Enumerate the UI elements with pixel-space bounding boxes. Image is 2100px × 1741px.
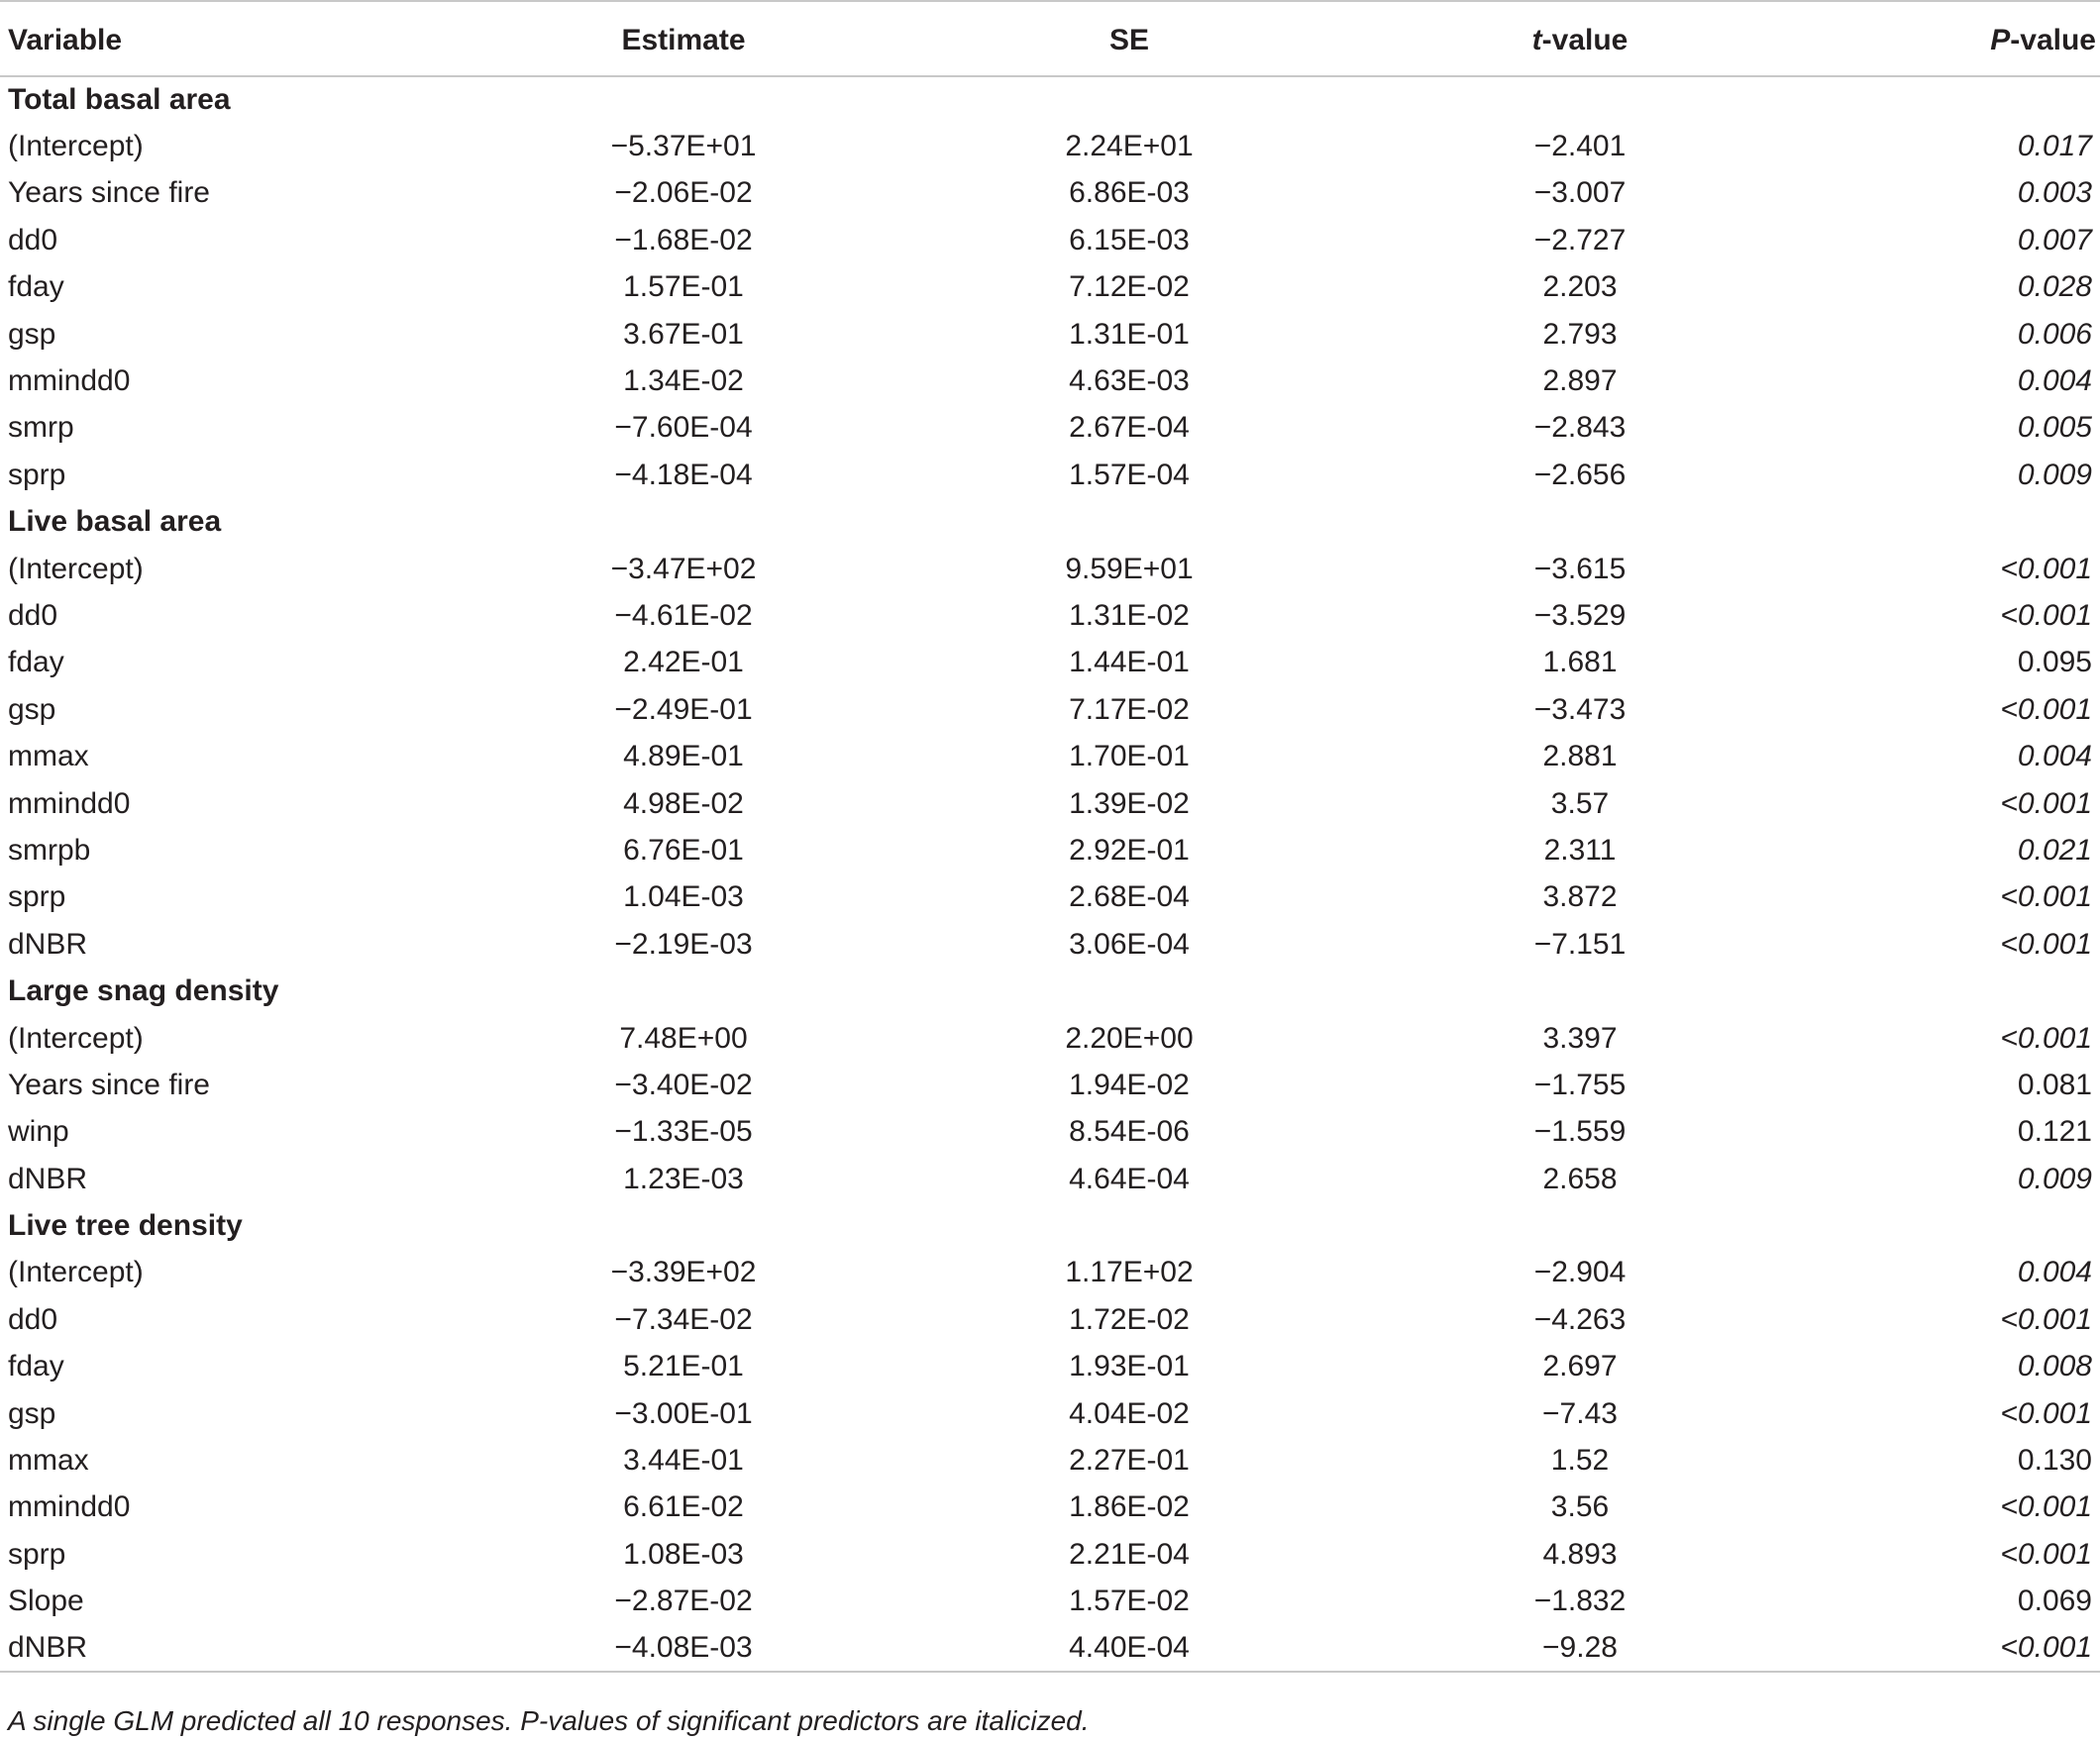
cell-se: 4.63E-03 (1069, 364, 1190, 398)
table-row (0, 1344, 2100, 1390)
cell-t-value: 4.893 (1542, 1537, 1618, 1571)
table-row (0, 874, 2100, 921)
table-row (0, 264, 2100, 311)
cell-variable: gsp (8, 317, 56, 351)
table-row (0, 452, 2100, 498)
cell-estimate: −3.39E+02 (610, 1256, 757, 1289)
cell-p-value: <0.001 (2000, 1396, 2092, 1430)
cell-se: 1.31E-01 (1069, 317, 1190, 351)
table-row (0, 1625, 2100, 1672)
header-se: SE (832, 1, 1426, 76)
cell-estimate: −5.37E+01 (610, 130, 757, 163)
cell-p-value: 0.004 (2017, 740, 2092, 773)
cell-p-value: 0.004 (2017, 1256, 2092, 1289)
cell-se: 2.21E-04 (1069, 1537, 1190, 1571)
table-row (0, 405, 2100, 452)
cell-se: 2.20E+00 (1065, 1021, 1194, 1055)
cell-variable: dNBR (0, 1625, 535, 1672)
cell-variable: sprp (8, 880, 66, 914)
table-header (0, 1, 2100, 76)
cell-t-value: 2.793 (1542, 317, 1618, 351)
table-footnote: A single GLM predicted all 10 responses. P-values of significant predictors are italicized. (8, 1705, 1090, 1736)
cell-variable: fday (8, 1350, 64, 1383)
cell-estimate: 5.21E-01 (623, 1350, 744, 1383)
group-header-row (0, 499, 2100, 546)
cell-p-value: 0.007 (2017, 223, 2092, 256)
cell-t-value: −3.473 (1533, 692, 1627, 726)
table-row (0, 170, 2100, 217)
cell-p-value: 0.006 (2017, 317, 2092, 351)
table-row (0, 686, 2100, 733)
cell-se: 2.27E-01 (1069, 1444, 1190, 1478)
cell-se: 1.17E+02 (1065, 1256, 1194, 1289)
cell-se: 6.86E-03 (1069, 176, 1190, 210)
table-row (0, 640, 2100, 686)
cell-se: 2.24E+01 (1065, 130, 1194, 163)
cell-se: 1.72E-02 (1069, 1302, 1190, 1336)
cell-p-value: 0.069 (2017, 1585, 2092, 1618)
cell-p-value: 0.008 (2017, 1350, 2092, 1383)
table-row (0, 827, 2100, 873)
cell-variable: smrpb (8, 833, 91, 867)
cell-t-value: 2.203 (1542, 270, 1618, 304)
table-row (0, 1485, 2100, 1531)
table-row (0, 546, 2100, 592)
cell-se: 7.17E-02 (1069, 692, 1190, 726)
cell-se: 4.04E-02 (1069, 1396, 1190, 1430)
cell-variable: dNBR (8, 927, 88, 961)
header-variable: Variable (0, 1, 535, 76)
table-row (0, 311, 2100, 358)
table-row (0, 358, 2100, 404)
cell-variable: sprp (8, 1537, 66, 1571)
cell-estimate: −4.61E-02 (614, 598, 753, 632)
cell-p-value: 0.130 (2017, 1444, 2092, 1478)
cell-se: 1.86E-02 (1069, 1490, 1190, 1524)
cell-variable: Slope (8, 1585, 84, 1618)
group-title: Total basal area (8, 83, 231, 117)
cell-t-value: 3.57 (1550, 786, 1610, 820)
cell-estimate: 3.67E-01 (623, 317, 744, 351)
cell-se: 1.57E-02 (1069, 1585, 1190, 1618)
cell-variable: dd0 (8, 1302, 58, 1336)
cell-p-value: 0.021 (2017, 833, 2092, 867)
table-body (0, 76, 2100, 1672)
header-t-letter: t (1531, 24, 1542, 56)
cell-estimate: −4.08E-03 (535, 1625, 832, 1672)
table-row (0, 733, 2100, 779)
cell-p-value: 0.003 (2017, 176, 2092, 210)
header-p-letter: P (1990, 24, 2011, 56)
cell-estimate: 6.61E-02 (623, 1490, 744, 1524)
group-title: Live basal area (8, 505, 222, 539)
cell-estimate: −2.87E-02 (614, 1585, 753, 1618)
cell-t-value: −2.904 (1533, 1256, 1627, 1289)
cell-variable: mmax (8, 1444, 89, 1478)
cell-p-value: 0.095 (2017, 646, 2092, 679)
cell-estimate: −4.18E-04 (614, 458, 753, 491)
cell-p-value: <0.001 (1733, 1625, 2100, 1672)
header-p-suffix: -value (2010, 24, 2096, 56)
cell-p-value: <0.001 (2000, 1302, 2092, 1336)
cell-estimate: 1.08E-03 (623, 1537, 744, 1571)
table-row (0, 1109, 2100, 1156)
cell-se: 1.44E-01 (1069, 646, 1190, 679)
cell-estimate: 7.48E+00 (619, 1021, 748, 1055)
cell-estimate: −7.34E-02 (614, 1302, 753, 1336)
cell-estimate: 1.04E-03 (623, 880, 744, 914)
cell-p-value: 0.121 (2017, 1115, 2092, 1149)
cell-p-value: 0.028 (2017, 270, 2092, 304)
cell-se: 3.06E-04 (1069, 927, 1190, 961)
group-title: Large snag density (8, 974, 279, 1008)
cell-t-value: 1.52 (1550, 1444, 1610, 1478)
cell-estimate: 1.34E-02 (623, 364, 744, 398)
group-header-row (0, 968, 2100, 1014)
cell-t-value: −7.43 (1542, 1396, 1618, 1430)
cell-t-value: −3.529 (1533, 598, 1627, 632)
cell-se: 4.40E-04 (832, 1625, 1426, 1672)
group-header-row (0, 1202, 2100, 1249)
cell-t-value: −9.28 (1426, 1625, 1733, 1672)
cell-se: 1.31E-02 (1069, 598, 1190, 632)
cell-t-value: −1.559 (1533, 1115, 1627, 1149)
cell-variable: Years since fire (8, 1068, 210, 1101)
cell-estimate: −2.19E-03 (614, 927, 753, 961)
table-row (0, 217, 2100, 263)
cell-p-value: <0.001 (2000, 786, 2092, 820)
cell-se: 9.59E+01 (1065, 552, 1194, 585)
cell-t-value: 2.697 (1542, 1350, 1618, 1383)
cell-variable: sprp (8, 458, 66, 491)
cell-estimate: −2.49E-01 (614, 692, 753, 726)
cell-variable: mmindd0 (8, 786, 131, 820)
table-row (0, 1062, 2100, 1108)
table-row (0, 1250, 2100, 1296)
cell-variable: fday (8, 646, 64, 679)
cell-p-value: <0.001 (2000, 1537, 2092, 1571)
cell-estimate: −7.60E-04 (614, 411, 753, 445)
table-row (0, 1015, 2100, 1062)
header-t-suffix: -value (1541, 24, 1628, 56)
cell-p-value: <0.001 (2000, 880, 2092, 914)
table-row (0, 1531, 2100, 1578)
cell-t-value: 1.681 (1542, 646, 1618, 679)
cell-estimate: −3.47E+02 (610, 552, 757, 585)
cell-p-value: 0.017 (2017, 130, 2092, 163)
cell-p-value: <0.001 (2000, 1490, 2092, 1524)
cell-se: 7.12E-02 (1069, 270, 1190, 304)
cell-p-value: <0.001 (2000, 552, 2092, 585)
cell-se: 2.67E-04 (1069, 411, 1190, 445)
cell-t-value: −4.263 (1533, 1302, 1627, 1336)
cell-p-value: 0.009 (2017, 1162, 2092, 1195)
cell-variable: (Intercept) (8, 1021, 144, 1055)
table-row (0, 1390, 2100, 1437)
cell-estimate: 1.23E-03 (623, 1162, 744, 1195)
cell-estimate: −3.00E-01 (614, 1396, 753, 1430)
cell-estimate: −1.33E-05 (614, 1115, 753, 1149)
cell-p-value: <0.001 (2000, 927, 2092, 961)
table-row (0, 780, 2100, 827)
cell-p-value: <0.001 (2000, 598, 2092, 632)
cell-t-value: −1.832 (1533, 1585, 1627, 1618)
cell-p-value: <0.001 (2000, 1021, 2092, 1055)
cell-t-value: −2.843 (1533, 411, 1627, 445)
cell-se: 1.70E-01 (1069, 740, 1190, 773)
cell-p-value: 0.009 (2017, 458, 2092, 491)
header-p-value (1733, 1, 2100, 76)
cell-t-value: −2.727 (1533, 223, 1627, 256)
cell-t-value: 3.397 (1542, 1021, 1618, 1055)
table-row (0, 592, 2100, 639)
cell-t-value: −7.151 (1533, 927, 1627, 961)
cell-t-value: 2.881 (1542, 740, 1618, 773)
cell-variable: dd0 (8, 598, 58, 632)
cell-p-value: 0.005 (2017, 411, 2092, 445)
cell-variable: Years since fire (8, 176, 210, 210)
cell-variable: gsp (8, 692, 56, 726)
cell-t-value: 3.56 (1550, 1490, 1610, 1524)
cell-se: 4.64E-04 (1069, 1162, 1190, 1195)
cell-estimate: 3.44E-01 (623, 1444, 744, 1478)
cell-estimate: 4.89E-01 (623, 740, 744, 773)
table-row (0, 1437, 2100, 1484)
cell-t-value: −2.656 (1533, 458, 1627, 491)
group-header-row (0, 76, 2100, 123)
cell-t-value: −3.615 (1533, 552, 1627, 585)
cell-variable: dNBR (8, 1162, 88, 1195)
cell-variable: (Intercept) (8, 552, 144, 585)
header-row (0, 1, 2100, 76)
cell-t-value: −2.401 (1533, 130, 1627, 163)
cell-se: 1.94E-02 (1069, 1068, 1190, 1101)
cell-se: 2.68E-04 (1069, 880, 1190, 914)
cell-se: 2.92E-01 (1069, 833, 1190, 867)
cell-estimate: −1.68E-02 (614, 223, 753, 256)
cell-variable: winp (8, 1115, 69, 1149)
cell-variable: mmindd0 (8, 1490, 131, 1524)
cell-se: 1.57E-04 (1069, 458, 1190, 491)
table-row (0, 123, 2100, 169)
cell-variable: (Intercept) (8, 1256, 144, 1289)
cell-estimate: 4.98E-02 (623, 786, 744, 820)
cell-variable: smrp (8, 411, 74, 445)
cell-se: 1.39E-02 (1069, 786, 1190, 820)
cell-t-value: 3.872 (1542, 880, 1618, 914)
cell-t-value: −3.007 (1533, 176, 1627, 210)
cell-variable: gsp (8, 1396, 56, 1430)
cell-variable: fday (8, 270, 64, 304)
table-row (0, 1156, 2100, 1202)
cell-se: 8.54E-06 (1069, 1115, 1190, 1149)
header-estimate: Estimate (535, 1, 832, 76)
cell-estimate: 2.42E-01 (623, 646, 744, 679)
cell-t-value: 2.658 (1542, 1162, 1618, 1195)
cell-t-value: 2.311 (1543, 833, 1617, 867)
cell-t-value: −1.755 (1533, 1068, 1627, 1101)
cell-estimate: −2.06E-02 (614, 176, 753, 210)
cell-variable: dd0 (8, 223, 58, 256)
cell-estimate: 1.57E-01 (623, 270, 744, 304)
table-row (0, 1296, 2100, 1343)
cell-estimate: −3.40E-02 (614, 1068, 753, 1101)
cell-t-value: 2.897 (1542, 364, 1618, 398)
cell-p-value: 0.081 (2017, 1068, 2092, 1101)
table-row (0, 1579, 2100, 1625)
cell-p-value: <0.001 (2000, 692, 2092, 726)
cell-variable: mmax (8, 740, 89, 773)
cell-se: 1.93E-01 (1069, 1350, 1190, 1383)
cell-p-value: 0.004 (2017, 364, 2092, 398)
group-title: Live tree density (8, 1209, 243, 1243)
cell-variable: mmindd0 (8, 364, 131, 398)
table-row (0, 921, 2100, 968)
cell-se: 6.15E-03 (1069, 223, 1190, 256)
cell-estimate: 6.76E-01 (623, 833, 744, 867)
cell-variable: (Intercept) (8, 130, 144, 163)
header-t-value (1426, 1, 1733, 76)
